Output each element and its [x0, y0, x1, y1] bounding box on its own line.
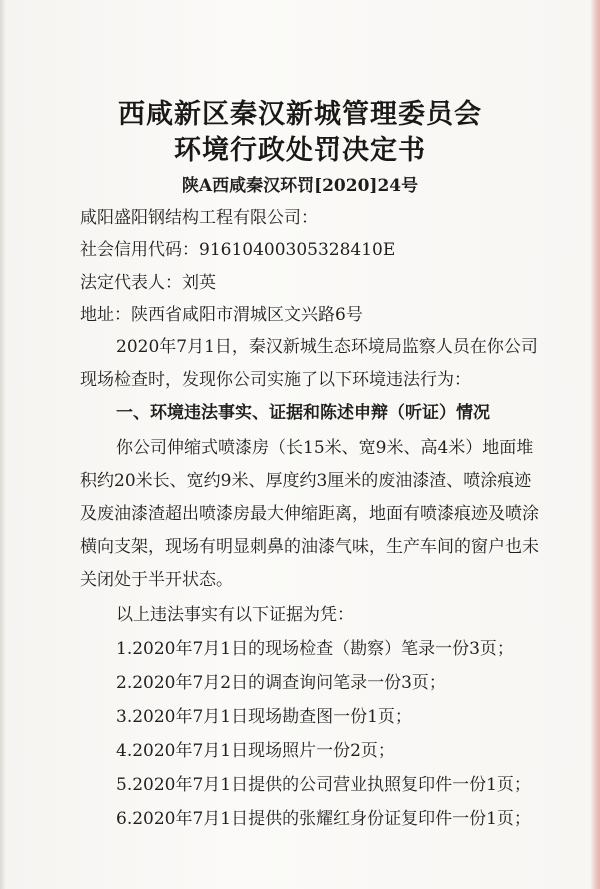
evidence-item: 1.2020年7月1日的现场检查（勘察）笔录一份3页； [116, 639, 514, 659]
facts-line: 关闭处于半开状态。 [80, 570, 233, 590]
address: 地址：陕西省咸阳市渭城区文兴路6号 [80, 305, 363, 325]
intro-line-2: 现场检查时，发现你公司实施了以下环境违法行为： [80, 370, 471, 390]
document-number: 陕A西咸秦汉环罚[2020]24号 [181, 176, 419, 196]
evidence-item: 3.2020年7月1日现场勘查图一份1页； [116, 707, 412, 727]
document-title-line2: 环境行政处罚决定书 [174, 135, 426, 166]
facts-line: 及废油漆渣超出喷漆房最大伸缩距离，地面有喷漆痕迹及喷涂 [80, 504, 539, 524]
legal-representative: 法定代表人：刘英 [80, 273, 216, 293]
recipient-name: 咸阳盛阳钢结构工程有限公司： [80, 208, 318, 228]
evidence-item: 6.2020年7月1日提供的张耀红身份证复印件一份1页； [116, 809, 531, 829]
section-1-heading: 一、环境违法事实、证据和陈述申辩（听证）情况 [116, 403, 490, 423]
facts-line: 你公司伸缩式喷漆房（长15米、宽9米、高4米）地面堆 [116, 438, 534, 458]
evidence-item: 2.2020年7月2日的调查询问笔录一份3页； [116, 673, 446, 693]
evidence-intro: 以上违法事实有以下证据为凭： [116, 605, 354, 625]
facts-line: 横向支架，现场有明显刺鼻的油漆气味，生产车间的窗户也未 [80, 537, 539, 557]
evidence-item: 5.2020年7月1日提供的公司营业执照复印件一份1页； [116, 775, 531, 795]
evidence-item: 4.2020年7月1日现场照片一份2页； [116, 741, 395, 761]
credit-code: 社会信用代码：91610400305328410E [80, 240, 396, 260]
facts-line: 积约20米长、宽约9米、厚度约3厘米的废油漆渣、喷涂痕迹 [80, 471, 532, 491]
intro-line-1: 2020年7月1日，秦汉新城生态环境局监察人员在你公司 [116, 337, 538, 357]
document-title-line1: 西咸新区秦汉新城管理委员会 [118, 99, 482, 130]
